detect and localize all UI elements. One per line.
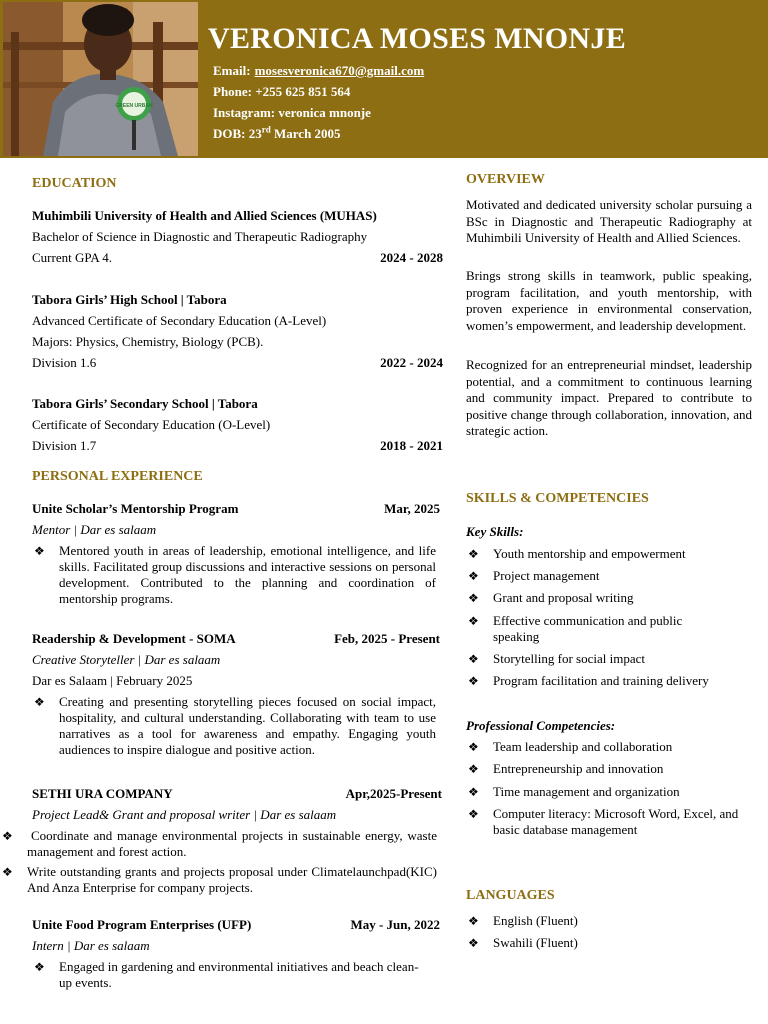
- exp-4-bullet-1: Engaged in gardening and environmental initiatives and beach clean-up events.: [59, 959, 419, 990]
- education-heading: EDUCATION: [32, 176, 117, 191]
- bullet-icon: ❖: [34, 960, 45, 974]
- bullet-icon: ❖: [468, 807, 479, 821]
- edu-3-dates: 2018 - 2021: [380, 438, 443, 453]
- pro-competency-item: Team leadership and collaboration: [493, 739, 673, 754]
- header-banner: [0, 0, 768, 158]
- dob-suffix: March 2005: [270, 126, 341, 141]
- key-skill-item: Youth mentorship and empowerment: [493, 546, 686, 561]
- bullet-icon: ❖: [468, 740, 479, 754]
- bullet-icon: ❖: [468, 569, 479, 583]
- pro-competency-item: Time management and organization: [493, 784, 680, 799]
- edu-1-line-1: Bachelor of Science in Diagnostic and Therapeutic Radiography: [32, 229, 368, 244]
- bullet-icon: ❖: [468, 591, 479, 605]
- bullet-icon: ❖: [468, 936, 479, 950]
- candidate-name: VERONICA MOSES MNONJE: [208, 22, 627, 55]
- edu-1-school: Muhimbili University of Health and Allied Sciences (MUHAS): [32, 208, 377, 223]
- email-label: Email:: [213, 63, 251, 78]
- exp-2-extra: Dar es Salaam | February 2025: [32, 673, 193, 688]
- contact-phone: Phone: +255 625 851 564: [213, 84, 351, 99]
- dob-superscript: rd: [261, 124, 271, 135]
- bullet-icon: ❖: [468, 674, 479, 688]
- exp-2-dates: Feb, 2025 - Present: [334, 631, 440, 646]
- exp-2-bullet-1: Creating and presenting storytelling pieces focused on social impact, hospitality, and cultural understanding. Collaborating with team to use narratives as a tool for awareness and empathy. Engaging youth audiences to inspire dialogue and positive action.: [59, 694, 436, 757]
- contact-email: [213, 63, 424, 79]
- overview-paragraph-3: Recognized for an entrepreneurial mindset, leadership potential, and a commitment to continuous learning and community impact. Prepared to contribute to positive change through collaboration, innovation, and strategic action.: [466, 357, 752, 438]
- key-skill-item: Effective communication and public speaking: [493, 613, 683, 644]
- edu-3-line-1: Certificate of Secondary Education (O-Level): [32, 417, 271, 432]
- contact-dob: [213, 126, 341, 142]
- exp-4-dates: May - Jun, 2022: [350, 917, 440, 932]
- skills-heading: SKILLS & COMPETENCIES: [466, 491, 649, 506]
- exp-3-org: SETHI URA COMPANY: [32, 786, 173, 801]
- exp-2-org: Readership & Development - SOMA: [32, 631, 236, 646]
- edu-3-school: Tabora Girls’ Secondary School | Tabora: [32, 396, 258, 411]
- exp-3-role: Project Lead& Grant and proposal writer | Dar es salaam: [32, 807, 337, 822]
- contact-instagram: Instagram: veronica mnonje: [213, 105, 371, 120]
- exp-3-bullet-1: Coordinate and manage environmental projects in sustainable energy, waste management and forest action.: [27, 828, 437, 859]
- key-skill-item: Project management: [493, 568, 600, 583]
- edu-2-dates: 2022 - 2024: [380, 355, 443, 370]
- profile-photo-image: [3, 2, 198, 156]
- exp-2-role: Creative Storyteller | Dar es salaam: [32, 652, 221, 667]
- exp-3-dates: Apr,2025-Present: [345, 786, 442, 801]
- exp-1-bullet-1: Mentored youth in areas of leadership, emotional intelligence, and life skills. Facilitated group discussions and interactive sessions on personal development. Contributed to the planning and coordination of mentorship programs.: [59, 543, 436, 606]
- exp-3-bullet-2: Write outstanding grants and projects proposal under Climatelaunchpad(KIC) And Anza Enterprise for company projects.: [27, 864, 437, 895]
- bullet-icon: ❖: [468, 614, 479, 628]
- dob-prefix: DOB: 23: [213, 126, 262, 141]
- pro-competencies-label: Professional Competencies:: [466, 718, 616, 733]
- exp-1-dates: Mar, 2025: [384, 501, 440, 516]
- language-item: English (Fluent): [493, 913, 578, 928]
- languages-heading: LANGUAGES: [466, 888, 555, 903]
- email-link[interactable]: mosesveronica670@gmail.com: [254, 63, 425, 78]
- key-skill-item: Storytelling for social impact: [493, 651, 645, 666]
- pro-competency-item: Entrepreneurship and innovation: [493, 761, 664, 776]
- edu-2-line-3: Division 1.6: [32, 355, 97, 370]
- bullet-icon: ❖: [468, 914, 479, 928]
- edu-2-line-2: Majors: Physics, Chemistry, Biology (PCB).: [32, 334, 264, 349]
- edu-3-line-2: Division 1.7: [32, 438, 97, 453]
- key-skill-item: Program facilitation and training delivery: [493, 673, 709, 688]
- exp-4-org: Unite Food Program Enterprises (UFP): [32, 917, 252, 932]
- badge-logo-text: GREEN URBAN: [115, 103, 153, 109]
- bullet-icon: ❖: [34, 695, 45, 709]
- language-item: Swahili (Fluent): [493, 935, 578, 950]
- exp-1-org: Unite Scholar’s Mentorship Program: [32, 501, 239, 516]
- bullet-icon: ❖: [468, 785, 479, 799]
- bullet-icon: ❖: [2, 829, 13, 843]
- edu-1-dates: 2024 - 2028: [380, 250, 443, 265]
- overview-paragraph-2: Brings strong skills in teamwork, public speaking, program facilitation, and youth mentorship, with proven experience in environmental conservation, women’s empowerment, and leadership development.: [466, 268, 752, 333]
- edu-2-school: Tabora Girls’ High School | Tabora: [32, 292, 227, 307]
- bullet-icon: ❖: [468, 547, 479, 561]
- profile-photo: [3, 2, 198, 156]
- overview-paragraph-1: Motivated and dedicated university scholar pursuing a BSc in Diagnostic and Therapeutic Radiography at Muhimbili University of Health and Allied Sciences.: [466, 197, 752, 245]
- exp-1-role: Mentor | Dar es salaam: [32, 522, 157, 537]
- exp-4-role: Intern | Dar es salaam: [32, 938, 150, 953]
- key-skills-label: Key Skills:: [466, 524, 524, 539]
- bullet-icon: ❖: [468, 652, 479, 666]
- bullet-icon: ❖: [2, 865, 13, 879]
- experience-heading: PERSONAL EXPERIENCE: [32, 469, 203, 484]
- edu-1-line-2: Current GPA 4.: [32, 250, 113, 265]
- pro-competency-item: Computer literacy: Microsoft Word, Excel, and basic database management: [493, 806, 739, 837]
- edu-2-line-1: Advanced Certificate of Secondary Education (A-Level): [32, 313, 327, 328]
- overview-heading: OVERVIEW: [466, 172, 545, 187]
- bullet-icon: ❖: [34, 544, 45, 558]
- key-skill-item: Grant and proposal writing: [493, 590, 634, 605]
- bullet-icon: ❖: [468, 762, 479, 776]
